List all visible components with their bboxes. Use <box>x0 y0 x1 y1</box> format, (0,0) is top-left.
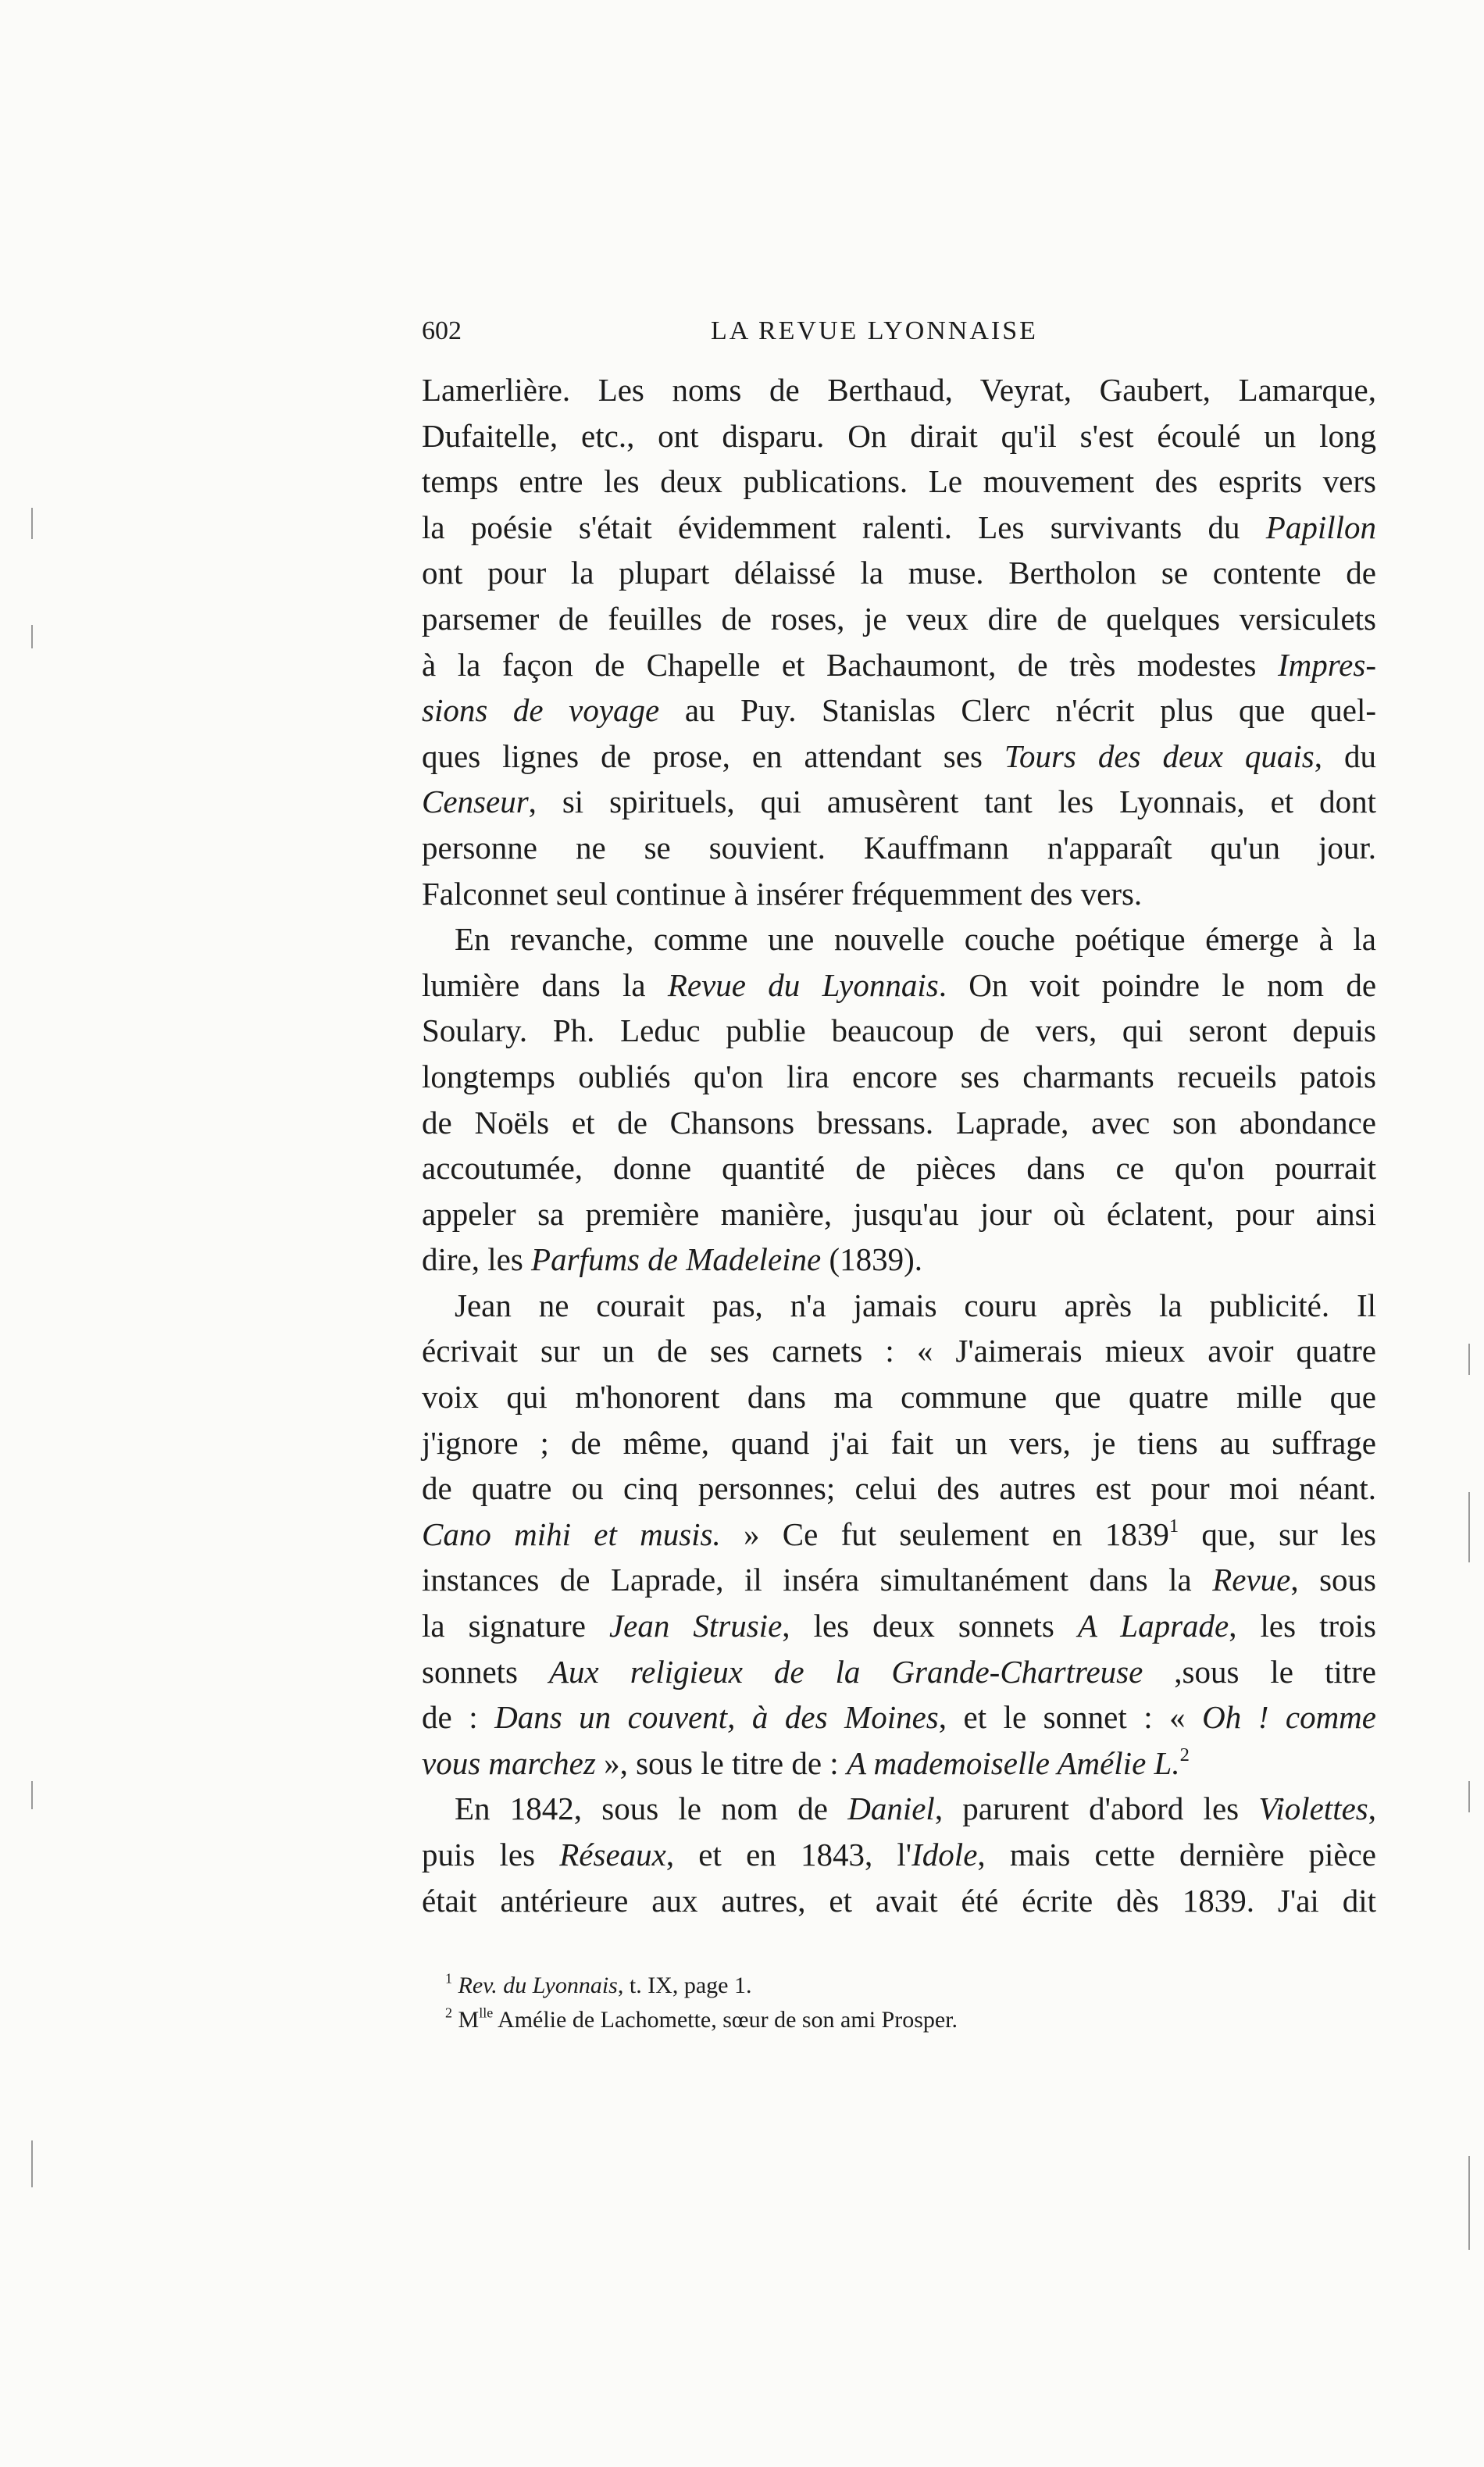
text-line: temps entre les deux publications. Le mouvement des esprits vers <box>422 463 1376 500</box>
text-line: sions de voyage au Puy. Stanislas Clerc n'écrit plus que quel- <box>422 692 1376 729</box>
text-line: de quatre ou cinq personnes; celui des autres est pour moi néant. <box>422 1470 1376 1507</box>
text-line: voix qui m'honorent dans ma commune que quatre mille que <box>422 1379 1376 1416</box>
text-line: Cano mihi et musis. » Ce fut seulement en 1839$^1$ que, sur les <box>422 1515 1376 1552</box>
text-line: parsemer de feuilles de roses, je veux dire de quelques versiculets <box>422 600 1376 637</box>
text-line: ques lignes de prose, en attendant ses Tours des deux quais, du <box>422 737 1376 774</box>
scan-mark <box>1468 1492 1470 1562</box>
scan-mark <box>1468 2156 1470 2250</box>
scan-mark <box>31 1781 33 1809</box>
text-line: Dufaitelle, etc., ont disparu. On dirait qu'il s'est écoulé un long <box>422 417 1376 454</box>
text-line: j'ignore ; de même, quand j'ai fait un vers, je tiens au suffrage <box>422 1424 1376 1461</box>
text-line: était antérieure aux autres, et avait été écrite dès 1839. J'ai dit <box>422 1882 1376 1919</box>
text-line: Lamerlière. Les noms de Berthaud, Veyrat, Gaubert, Lamarque, <box>422 372 1376 408</box>
text-line: longtemps oubliés qu'on lira encore ses charmants recueils patois <box>422 1058 1376 1094</box>
footnote-ref-1: 1 <box>1168 1515 1179 1537</box>
journal-title: LA REVUE LYONNAISE <box>711 316 1038 345</box>
text-line: de : Dans un couvent, à des Moines, et le sonnet : « Oh ! comme <box>422 1699 1376 1736</box>
paragraph-2 <box>422 916 1376 1283</box>
text-line: appeler sa première manière, jusqu'au jour où éclatent, pour ainsi <box>422 1195 1376 1232</box>
page-number: 602 <box>422 316 462 345</box>
body-text <box>422 367 1376 1923</box>
scan-mark <box>31 508 33 539</box>
text-line: sonnets Aux religieux de la Grande-Chartreuse ,sous le titre <box>422 1653 1377 1690</box>
text-line: Jean ne courait pas, n'a jamais couru après la publicité. Il <box>455 1287 1376 1323</box>
text-line: accoutumée, donne quantité de pièces dans ce qu'on pourrait <box>422 1150 1376 1187</box>
paragraph-4 <box>422 1786 1376 1923</box>
paragraph-3 <box>422 1283 1376 1787</box>
text-line: la signature Jean Strusie, les deux sonnets A Laprade, les trois <box>422 1608 1376 1644</box>
scan-mark <box>1468 1781 1470 1812</box>
text-line: de Noëls et de Chansons bressans. Laprade, avec son abondance <box>422 1104 1376 1141</box>
text-line: Falconnet seul continue à insérer fréquemment des vers. <box>422 875 1143 912</box>
footnote-1: $^1$ Rev. du Lyonnais, t. IX, page 1. <box>445 1970 752 1998</box>
scan-mark <box>31 625 33 648</box>
text-line: la poésie s'était évidemment ralenti. Les survivants du Papillon <box>422 509 1376 545</box>
text-line: En 1842, sous le nom de Daniel, parurent d'abord les Violettes, <box>455 1790 1376 1827</box>
footnotes <box>445 1969 1367 2037</box>
text-line: Soulary. Ph. Leduc publie beaucoup de vers, qui seront depuis <box>422 1012 1376 1049</box>
footnote-2: $^2$ $M^{lle}$ Amélie de Lachomette, sœur de son ami Prosper. <box>445 2005 958 2033</box>
running-head <box>422 316 1376 355</box>
scan-mark <box>31 2140 33 2187</box>
text-line: lumière dans la Revue du Lyonnais. On voit poindre le nom de <box>422 966 1377 1003</box>
scan-mark <box>1468 1344 1470 1375</box>
text-line: dire, les Parfums de Madeleine (1839). <box>422 1241 923 1278</box>
text-line: instances de Laprade, il inséra simultanément dans la Revue, sous <box>422 1562 1376 1598</box>
text-line: personne ne se souvient. Kauffmann n'apparaît qu'un jour. <box>422 829 1376 866</box>
text-line: à la façon de Chapelle et Bachaumont, de très modestes Impres- <box>422 646 1376 683</box>
text-line: puis les Réseaux, et en 1843, l'Idole, mais cette dernière pièce <box>422 1837 1376 1873</box>
footnote-ref-2: 2 <box>1179 1744 1190 1765</box>
text-line: Censeur, si spirituels, qui amusèrent tant les Lyonnais, et dont <box>422 784 1376 820</box>
text-line: vous marchez », sous le titre de : A mademoiselle Amélie L.$^2$ <box>422 1744 1190 1781</box>
text-line: En revanche, comme une nouvelle couche poétique émerge à la <box>455 921 1376 958</box>
paragraph-1 <box>422 367 1376 916</box>
text-line: écrivait sur un de ses carnets : « J'aimerais mieux avoir quatre <box>422 1333 1376 1369</box>
text-line: ont pour la plupart délaissé la muse. Bertholon se contente de <box>422 555 1376 591</box>
